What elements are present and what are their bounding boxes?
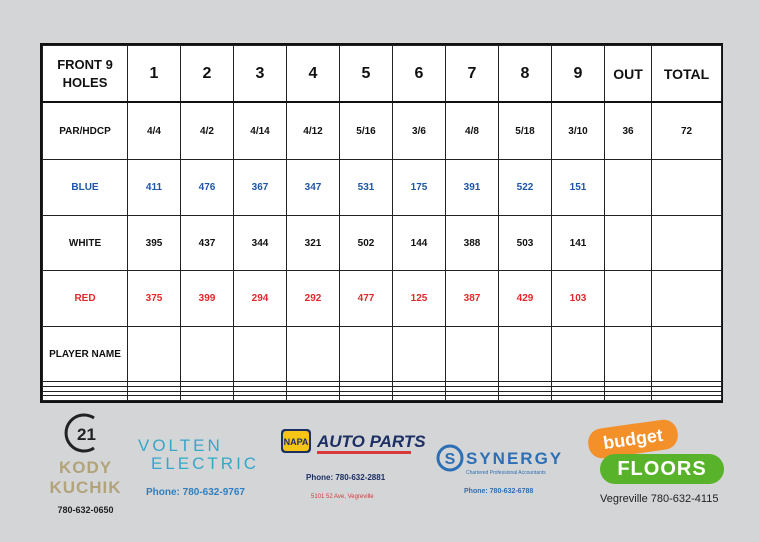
par-hdcp-row (43, 102, 722, 160)
player-row (43, 396, 722, 401)
scorecard-table (42, 45, 722, 401)
century21-logo-text: 21 (77, 425, 96, 444)
score-entry-cell[interactable] (499, 326, 552, 382)
par-hdcp-label: PAR/HDCP (43, 102, 128, 160)
white-cell: 321 (287, 215, 340, 271)
blue-tee-row (43, 160, 722, 216)
hole-5-heading: 5 (340, 46, 393, 103)
score-entry-cell[interactable] (393, 326, 446, 382)
synergy-subtitle: Chartered Professional Accountants (466, 470, 546, 476)
score-entry-cell[interactable] (234, 396, 287, 401)
white-cell: 344 (234, 215, 287, 271)
red-label: RED (43, 271, 128, 327)
blue-cell: 531 (340, 160, 393, 216)
blue-cell: 411 (128, 160, 181, 216)
hole-6-heading: 6 (393, 46, 446, 103)
red-cell: 125 (393, 271, 446, 327)
hole-8-heading: 8 (499, 46, 552, 103)
white-tee-row (43, 215, 722, 271)
front-nine-heading: FRONT 9 HOLES (43, 46, 128, 103)
blue-cell: 347 (287, 160, 340, 216)
red-cell: 292 (287, 271, 340, 327)
napa-brand-text: NAPA (283, 437, 309, 447)
floors-logo-badge: FLOORS (600, 454, 724, 484)
score-entry-cell[interactable] (287, 326, 340, 382)
blue-cell: 391 (446, 160, 499, 216)
white-cell: 395 (128, 215, 181, 271)
synergy-phone: Phone: 780-632-6788 (464, 488, 534, 495)
blue-cell: 522 (499, 160, 552, 216)
score-entry-cell[interactable] (446, 326, 499, 382)
white-total-cell (652, 215, 722, 271)
score-entry-cell[interactable] (652, 326, 722, 382)
score-entry-cell[interactable] (446, 396, 499, 401)
napa-address: 5101 52 Ave, Vegreville (311, 494, 374, 500)
white-cell: 141 (552, 215, 605, 271)
synergy-title: SYNERGY (466, 449, 564, 468)
score-entry-cell[interactable] (552, 326, 605, 382)
par-cell: 4/14 (234, 102, 287, 160)
hole-7-heading: 7 (446, 46, 499, 103)
c21-name-line2: KUCHIK (49, 478, 122, 497)
red-cell: 477 (340, 271, 393, 327)
hole-1-heading: 1 (128, 46, 181, 103)
red-out-cell (605, 271, 652, 327)
total-heading: TOTAL (652, 46, 722, 103)
par-cell: 4/12 (287, 102, 340, 160)
player-name-label: PLAYER NAME (43, 326, 128, 382)
score-entry-cell[interactable] (287, 396, 340, 401)
score-entry-cell[interactable] (128, 396, 181, 401)
score-entry-cell[interactable] (181, 396, 234, 401)
white-cell: 144 (393, 215, 446, 271)
red-cell: 103 (552, 271, 605, 327)
par-cell: 3/6 (393, 102, 446, 160)
volten-line1: VOLTEN (138, 436, 223, 455)
par-cell: 4/2 (181, 102, 234, 160)
score-entry-cell[interactable] (605, 326, 652, 382)
red-cell: 294 (234, 271, 287, 327)
white-cell: 437 (181, 215, 234, 271)
red-cell: 387 (446, 271, 499, 327)
score-entry-cell[interactable] (652, 396, 722, 401)
score-entry-cell[interactable] (340, 396, 393, 401)
blue-out-cell (605, 160, 652, 216)
score-entry-cell[interactable] (552, 396, 605, 401)
volten-line2: ELECTRIC (151, 454, 260, 473)
score-entry-cell[interactable] (393, 396, 446, 401)
white-cell: 388 (446, 215, 499, 271)
par-cell: 5/18 (499, 102, 552, 160)
out-heading: OUT (605, 46, 652, 103)
score-entry-cell[interactable] (605, 396, 652, 401)
score-entry-cell[interactable] (128, 326, 181, 382)
blue-total-cell (652, 160, 722, 216)
score-entry-cell[interactable] (181, 326, 234, 382)
player-name-row (43, 326, 722, 382)
par-out-cell: 36 (605, 102, 652, 160)
hole-2-heading: 2 (181, 46, 234, 103)
svg-text:S: S (444, 451, 456, 468)
century21-logo-icon (61, 410, 107, 456)
hole-3-heading: 3 (234, 46, 287, 103)
c21-phone: 780-632-0650 (57, 505, 114, 515)
score-entry-cell[interactable] (499, 396, 552, 401)
volten-phone: Phone: 780-632-9767 (146, 487, 245, 498)
red-cell: 399 (181, 271, 234, 327)
par-cell: 4/8 (446, 102, 499, 160)
white-out-cell (605, 215, 652, 271)
red-cell: 375 (128, 271, 181, 327)
blue-cell: 476 (181, 160, 234, 216)
white-cell: 502 (340, 215, 393, 271)
player-name-cell[interactable] (43, 396, 128, 401)
par-cell: 3/10 (552, 102, 605, 160)
budget-logo-badge: budget (586, 418, 679, 460)
synergy-logo (436, 443, 566, 477)
par-cell: 5/16 (340, 102, 393, 160)
par-cell: 4/4 (128, 102, 181, 160)
par-total-cell: 72 (652, 102, 722, 160)
c21-name-line1: KODY (58, 458, 113, 477)
score-entry-cell[interactable] (234, 326, 287, 382)
white-label: WHITE (43, 215, 128, 271)
hole-9-heading: 9 (552, 46, 605, 103)
budget-floors-contact: Vegreville 780-632-4115 (600, 493, 719, 505)
scorecard (40, 43, 723, 403)
volten-electric-logo (138, 437, 268, 473)
score-entry-cell[interactable] (340, 326, 393, 382)
red-total-cell (652, 271, 722, 327)
hole-4-heading: 4 (287, 46, 340, 103)
white-cell: 503 (499, 215, 552, 271)
red-cell: 429 (499, 271, 552, 327)
napa-auto-parts-logo (281, 427, 426, 457)
red-tee-row (43, 271, 722, 327)
blue-label: BLUE (43, 160, 128, 216)
c21-agent-name (38, 458, 133, 498)
napa-title-text: AUTO PARTS (317, 432, 426, 451)
napa-phone: Phone: 780-632-2881 (306, 473, 386, 482)
header-row (43, 46, 722, 103)
blue-cell: 175 (393, 160, 446, 216)
blue-cell: 151 (552, 160, 605, 216)
blue-cell: 367 (234, 160, 287, 216)
